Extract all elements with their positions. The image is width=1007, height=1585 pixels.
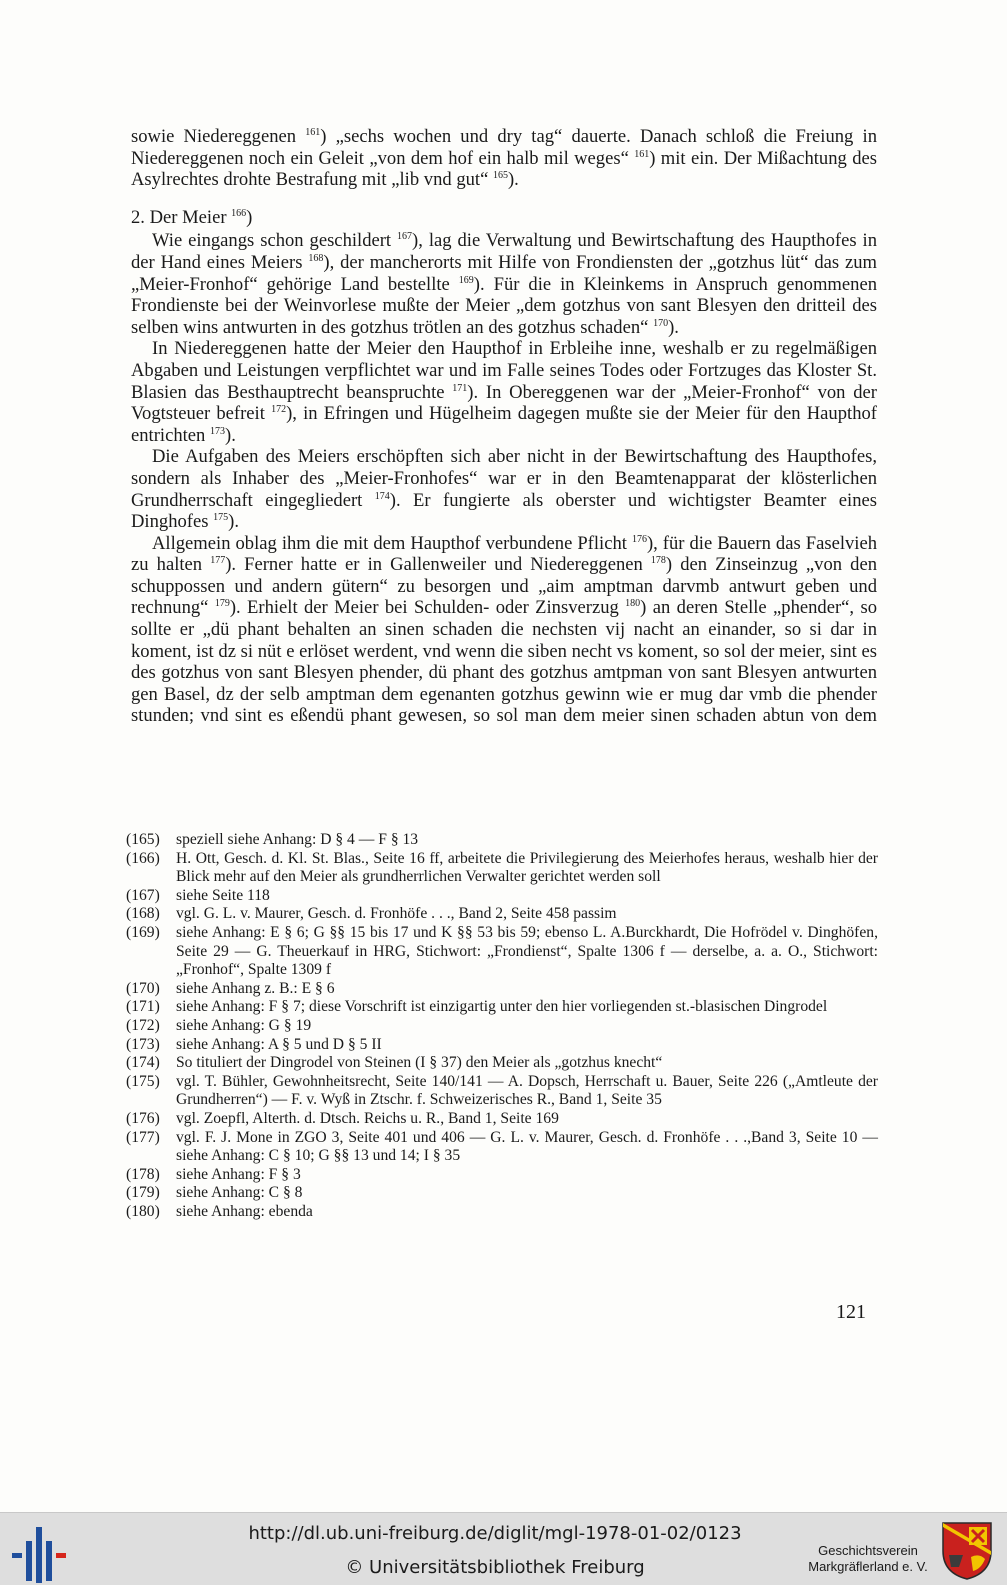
footnote-list bbox=[126, 831, 878, 1221]
footnote bbox=[126, 1166, 878, 1185]
text-run: ). Ferner hatte er in Gallenweiler und Niedereggenen bbox=[225, 554, 651, 576]
footnote-ref: 167 bbox=[397, 231, 413, 243]
permalink-url[interactable]: http://dl.ub.uni-freiburg.de/diglit/mgl-1978-01-02/0123 bbox=[248, 1523, 742, 1544]
footnote-ref: 170 bbox=[653, 317, 669, 329]
footnote-number: (176) bbox=[126, 1109, 160, 1127]
footnote-number: (167) bbox=[126, 886, 160, 904]
footnote-text: siehe Anhang: G § 19 bbox=[176, 1016, 312, 1034]
text-run: ), für die Bauern das Faselvieh zu halten bbox=[131, 532, 877, 576]
text-run: Die Aufgaben des Meiers erschöpften sich aber nicht in der Bewirtschaftung des Haupthofes, sondern als Inhaber des „Meier-Fronhofes“ war er in den Beamtenapparat der klösterlichen Grundherrschaft eingegliedert bbox=[131, 446, 877, 511]
footnote-text: vgl. T. Bühler, Gewohnheitsrecht, Seite 140/141 — A. Dopsch, Herrschaft u. Bauer, Seite 226 („Amtleute der Grundherren“) — F. v. Wyß in Ztschr. f. Schweizerisches R., Band 1, Seite 35 bbox=[176, 1072, 878, 1109]
paragraph bbox=[131, 230, 877, 338]
footnote-ref: 177 bbox=[210, 555, 226, 567]
footnote bbox=[126, 1184, 878, 1203]
footnote-number: (166) bbox=[126, 849, 160, 867]
text-run: ). bbox=[225, 424, 236, 446]
footnote-text: vgl. Zoepfl, Alterth. d. Dtsch. Reichs u. R., Band 1, Seite 169 bbox=[176, 1109, 559, 1127]
text-run: ), der mancherorts mit Hilfe von Frondiensten der „gotzhus lüt“ das zum „Meier-Fronhof“ gehörige Land bestellte bbox=[131, 251, 878, 295]
footnote-ref: 180 bbox=[625, 598, 641, 610]
footnote-ref: 175 bbox=[213, 512, 229, 524]
footnote-text: H. Ott, Gesch. d. Kl. St. Blas., Seite 16 ff, arbeitete die Privilegierung des Meierhofes heraus, weshalb hier der Blick mehr auf den Meier als grundherrlichen Verwalter gerichtet werden soll bbox=[176, 849, 878, 886]
footnote-ref: 165 bbox=[492, 170, 508, 182]
paragraph bbox=[131, 338, 877, 446]
footnote-ref: 168 bbox=[308, 252, 324, 264]
footnote-text: siehe Anhang: E § 6; G §§ 15 bis 17 und K §§ 53 bis 59; ebenso L. A.Burckhardt, Die Hofrödel v. Dinghöfen, Seite 29 — G. Theuerkauf in HRG, Stichwort: „Frondienst“, Spalte 1306 f — derselbe, a. a. O., Stichwort: „Fronhof“, Spalte 1309 f bbox=[176, 923, 878, 979]
footnote-number: (177) bbox=[126, 1128, 160, 1146]
footnote-ref: 172 bbox=[271, 404, 287, 416]
text-run: Wie eingangs schon geschildert bbox=[152, 230, 398, 252]
footnote-text: vgl. F. J. Mone in ZGO 3, Seite 401 und 406 — G. L. v. Maurer, Gesch. d. Fronhöfe . . .,Band 3, Seite 10 — siehe Anhang: C § 10; G §§ 13 und 14; I § 35 bbox=[176, 1128, 878, 1165]
footnote-number: (172) bbox=[126, 1016, 160, 1034]
footnote-number: (168) bbox=[126, 905, 160, 923]
paragraph bbox=[131, 533, 877, 727]
footnote-number: (180) bbox=[126, 1202, 160, 1220]
footnote-number: (173) bbox=[126, 1035, 160, 1053]
footnote bbox=[126, 1054, 878, 1073]
footnote-ref: 161 bbox=[634, 148, 650, 160]
footnote-text: So tituliert der Dingrodel von Steinen (I § 37) den Meier als „gotzhus knecht“ bbox=[176, 1054, 663, 1072]
footnote-text: siehe Seite 118 bbox=[176, 886, 270, 904]
text-run: ). In Obereggenen war der „Meier-Fronhof“ von der Vogtsteuer befreit bbox=[131, 381, 877, 425]
footnote-ref: 161 bbox=[305, 127, 321, 138]
footnote-text: siehe Anhang: A § 5 und D § 5 II bbox=[176, 1035, 382, 1053]
text-run: sowie Niedereggenen bbox=[131, 126, 306, 147]
footnote-text: siehe Anhang z. B.: E § 6 bbox=[176, 979, 335, 997]
footer-bar bbox=[0, 1512, 1007, 1585]
text-run: ). Erhielt der Meier bei Schulden- oder Zinsverzug bbox=[229, 597, 626, 619]
footnote-number: (165) bbox=[126, 831, 160, 848]
text-run: ). bbox=[668, 316, 679, 338]
footnote-ref: 176 bbox=[631, 533, 647, 545]
footnote bbox=[126, 1110, 878, 1129]
society-name-line: Geschichtsverein bbox=[818, 1543, 918, 1558]
text-run: ). bbox=[228, 511, 239, 533]
footnote-ref: 166 bbox=[231, 207, 247, 219]
footnote-text: siehe Anhang: F § 7; diese Vorschrift ist einzigartig unter den hier vorliegenden st.-blasischen Dingrodel bbox=[176, 998, 828, 1016]
footnote-ref: 171 bbox=[452, 382, 468, 394]
footnote bbox=[126, 831, 878, 850]
footnote-number: (174) bbox=[126, 1054, 160, 1072]
text-run: ). bbox=[507, 169, 519, 191]
coat-of-arms-icon[interactable] bbox=[941, 1521, 993, 1581]
footnote bbox=[126, 1129, 878, 1166]
footnote bbox=[126, 905, 878, 924]
footnote bbox=[126, 924, 878, 980]
footnote bbox=[126, 980, 878, 999]
footnote bbox=[126, 850, 878, 887]
footnote-number: (178) bbox=[126, 1165, 160, 1183]
footnote-text: speziell siehe Anhang: D § 4 — F § 13 bbox=[176, 831, 419, 848]
footnote-ref: 174 bbox=[374, 490, 390, 502]
text-run: ) an deren Stelle „phender“, so sollte er „dü phant behalten an sinen schaden die nechsten vij nacht an einander, so si dar in koment, ist dz si nüt e erlöset werdent, vnd wenn die siben necht vs koment, so sol der meier, sint es des gotzhus von sant Blesyen phender, dü phant des gotzhus amtpman von sant Blesyen antwurten gen Basel, dz der selb amptman dem egenanten gotzhus gewinn wie er mug dar vmb die phender stunden; vnd sint es eßendü phant gewesen, so sol man dem meier sinen schaden abtun von dem bbox=[131, 597, 877, 727]
footnote-number: (179) bbox=[126, 1184, 160, 1202]
footnote bbox=[126, 1073, 878, 1110]
footnote-ref: 179 bbox=[214, 598, 230, 610]
footnote-number: (170) bbox=[126, 979, 160, 997]
paragraph-intro bbox=[131, 126, 877, 191]
text-run: ), lag die Verwaltung und Bewirtschaftung des Haupthofes in der Hand eines Meiers bbox=[131, 230, 877, 273]
footnote-text: siehe Anhang: ebenda bbox=[176, 1202, 313, 1220]
text-run: ), in Efringen und Hügelheim dagegen mußte sie der Meier für den Haupthof entrichten bbox=[131, 403, 877, 446]
copyright-notice: © Universitätsbibliothek Freiburg bbox=[345, 1557, 645, 1578]
page-number: 121 bbox=[836, 1301, 866, 1323]
text-run: ) den Zinseinzug „von den schuppossen und andern gütern“ zu besorgen und „aim amptman darvmb antwurt geben und rechnung“ bbox=[131, 554, 877, 619]
heading-text: ) bbox=[246, 206, 253, 228]
society-name bbox=[806, 1543, 930, 1575]
text-run: ). Er fungierte als oberster und wichtigster Beamter eines Dinghofes bbox=[131, 489, 877, 533]
main-text bbox=[131, 126, 877, 727]
footnote bbox=[126, 1203, 878, 1222]
text-run: In Niedereggenen hatte der Meier den Haupthof in Erbleihe inne, weshalb er zu regelmäßigen Abgaben und Leistungen verpflichtet war und im Falle seines Todes oder Fortzuges das Kloster St. Blasien das Besthauptrecht beanspruchte bbox=[131, 338, 877, 403]
text-run: Allgemein oblag ihm die mit dem Haupthof verbundene Pflicht bbox=[152, 532, 632, 554]
text-run: ). Für die in Kleinkems in Anspruch genommenen Frondienste bei der Weinvorlese mußte der Meier „dem gotzhus von sant Blesyen den dritteil des selben wins antwurten in des gotzhus trötlen an des gotzhus schaden“ bbox=[131, 273, 877, 338]
footnote-text: vgl. G. L. v. Maurer, Gesch. d. Fronhöfe . . ., Band 2, Seite 458 passim bbox=[176, 905, 617, 923]
footnote-ref: 178 bbox=[650, 555, 666, 567]
paragraph bbox=[131, 446, 877, 532]
heading-text: 2. Der Meier bbox=[131, 206, 232, 228]
footnote bbox=[126, 887, 878, 906]
footnote bbox=[126, 1036, 878, 1055]
text-run: ) „sechs wochen und dry tag“ dauerte. Danach schloß die Freiung in Niedereggenen noch ein Geleit „von dem hof ein halb mil weges“ bbox=[131, 126, 877, 169]
footnote-number: (175) bbox=[126, 1072, 160, 1090]
section-heading bbox=[131, 207, 877, 229]
footnote-ref: 169 bbox=[458, 274, 474, 286]
footnote-text: siehe Anhang: C § 8 bbox=[176, 1184, 303, 1202]
footnote bbox=[126, 998, 878, 1017]
text-run: ) mit ein. Der Mißachtung des Asylrechtes drohte Bestrafung mit „lib vnd gut“ bbox=[131, 147, 877, 191]
footnote-number: (171) bbox=[126, 998, 160, 1016]
society-name-line: Markgräflerland e. V. bbox=[808, 1559, 928, 1574]
footnote-ref: 173 bbox=[210, 425, 225, 437]
footnote-number: (169) bbox=[126, 923, 160, 941]
university-library-logo-icon[interactable] bbox=[12, 1527, 70, 1583]
footnote-text: siehe Anhang: F § 3 bbox=[176, 1165, 301, 1183]
footnote bbox=[126, 1017, 878, 1036]
